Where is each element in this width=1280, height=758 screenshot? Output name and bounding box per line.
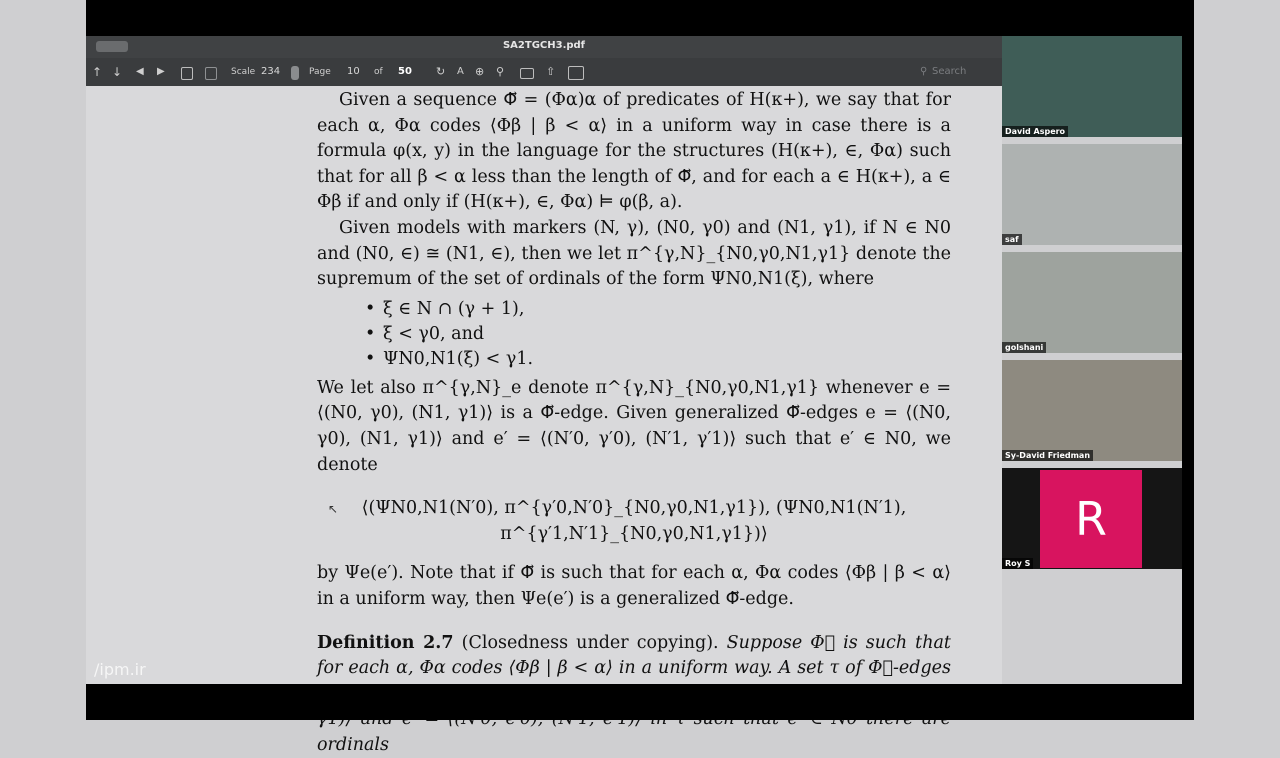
document-title: SA2TGCH3.pdf [86, 40, 1002, 51]
participant-tile[interactable] [1002, 252, 1182, 353]
letterbox-bottom [86, 684, 1194, 720]
mouse-cursor-icon: ↖ [328, 502, 338, 516]
next-page-arrow-icon[interactable]: ↓ [112, 64, 122, 80]
participant-tile[interactable] [1002, 144, 1182, 245]
print-icon[interactable] [205, 67, 217, 80]
pdf-viewer-window [86, 36, 1002, 684]
list-item: • ξ < γ0, and [383, 322, 951, 347]
side-bar-right [1194, 0, 1280, 720]
participant-avatar: R [1040, 470, 1142, 568]
share-icon[interactable]: ⇧ [546, 64, 555, 80]
scale-value[interactable]: 234 [261, 64, 280, 80]
title-bar [86, 36, 1002, 58]
page-text [317, 88, 951, 758]
condition-list [317, 297, 951, 372]
page-total: 50 [398, 64, 412, 80]
search-input[interactable]: Search [932, 64, 966, 80]
sidebar-toggle-icon[interactable] [568, 66, 584, 80]
scale-stepper[interactable] [291, 66, 299, 80]
single-page-view-icon[interactable] [181, 67, 193, 80]
definition-title: (Closedness under copying). [462, 633, 719, 653]
paragraph-uniform-coding: Given a sequence Φ⃗ = (Φα)α of predicates of H(κ+), we say that for each α, Φα codes ⟨Φβ | β < α⟩ in a uniform way in case there is a formula φ(x, y) in the language for the structures (H(κ+), ∈, Φα) such that for all β < α less than the length of Φ⃗, and for each a ∈ H(κ+), a ∈ Φβ if and only if (H(κ+), ∈, Φα) ⊨ φ(β, a). [317, 88, 951, 216]
definition-body: Suppose Φ⃗ is such that for each α, Φα codes ⟨Φβ | β < α⟩ in a uniform way. A set τ of Φ⃗-edges ordinals [317, 633, 951, 755]
paragraph-psi-edge: by Ψe(e′). Note that if Φ⃗ is such that for each α, Φα codes ⟨Φβ | β < α⟩ in a uniform way, then Ψe(e′) is a generalized Φ⃗-edge. [317, 561, 951, 612]
participant-tile[interactable] [1002, 360, 1182, 461]
scale-label: Scale [231, 64, 255, 80]
pdf-page [86, 86, 1002, 684]
paragraph-edges: We let also π^{γ,N}_e denote π^{γ,N}_{N0,γ0,N1,γ1} whenever e = ⟨(N0, γ0), (N1, γ1)⟩ is a Φ⃗-edge. Given generalized Φ⃗-edges e = ⟨(N0, γ0), (N1, γ1)⟩ and e′ = ⟨(N′0, γ′0), (N′1, γ′1)⟩ such that e′ ∈ N0, we denote [317, 376, 951, 478]
letterbox-top [86, 0, 1194, 36]
magnifier-icon[interactable]: ⚲ [496, 64, 504, 80]
participant-name: Sy-David Friedman [1002, 450, 1093, 461]
watermark: /ipm.ir [94, 660, 146, 679]
back-icon[interactable]: ◀ [136, 64, 144, 80]
search-icon: ⚲ [920, 64, 927, 80]
rotate-icon[interactable]: ↻ [436, 64, 445, 80]
participant-name: golshani [1002, 342, 1046, 353]
toolbar [86, 58, 1002, 86]
participant-name: saf [1002, 234, 1022, 245]
side-gap [1182, 36, 1194, 684]
previous-page-arrow-icon[interactable]: ↑ [92, 64, 102, 80]
of-label: of [374, 64, 383, 80]
page-label: Page [309, 64, 331, 80]
participant-tile[interactable] [1002, 468, 1182, 569]
participant-name: David Aspero [1002, 126, 1068, 137]
page-input[interactable]: 10 [347, 64, 360, 80]
paragraph-models-with-markers: Given models with markers (N, γ), (N0, γ0) and (N1, γ1), if N ∈ N0 and (N0, ∈) ≅ (N1, ∈), then we let π^{γ,N}_{N0,γ0,N1,γ1} denote the supremum of the set of ordinals of the form ΨN0,N1(ξ), where [317, 216, 951, 293]
display-formula: ⟨(ΨN0,N1(N′0), π^{γ′0,N′0}_{N0,γ0,N1,γ1}), (ΨN0,N1(N′1), π^{γ′1,N′1}_{N0,γ0,N1,γ1})⟩ [317, 496, 951, 547]
side-bar-left [0, 0, 86, 720]
participant-tile[interactable] [1002, 36, 1182, 137]
text-tool-icon[interactable]: A [457, 64, 464, 80]
forward-icon[interactable]: ▶ [157, 64, 165, 80]
list-item: • ΨN0,N1(ξ) < γ1. [383, 347, 951, 372]
zoom-in-icon[interactable]: ⊕ [475, 64, 484, 80]
select-rectangle-icon[interactable] [520, 68, 534, 79]
definition-label: Definition 2.7 [317, 633, 454, 653]
list-item: • ξ ∈ N ∩ (γ + 1), [383, 297, 951, 322]
participant-name: Roy S [1002, 558, 1033, 569]
